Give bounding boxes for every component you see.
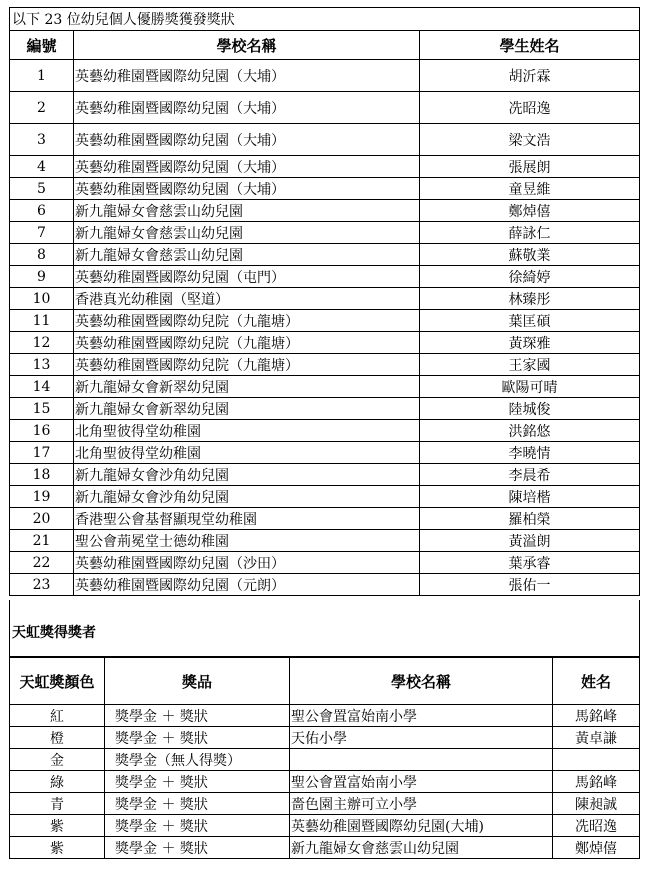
rainbow-award-header-row [10, 658, 640, 705]
school-name-cell: 天佑小學 [290, 727, 553, 749]
school-name-cell: 新九龍婦女會慈雲山幼兒園 [74, 222, 420, 244]
rainbow-color-cell: 紫 [10, 815, 105, 837]
rainbow-award-section [9, 600, 640, 657]
student-name-cell: 羅柏榮 [420, 508, 640, 530]
table-row [10, 200, 640, 222]
student-name-cell: 葉匡碩 [420, 310, 640, 332]
school-name-cell [290, 749, 553, 771]
school-name-cell: 聖公會荊冕堂士德幼稚園 [74, 530, 420, 552]
table-row [10, 530, 640, 552]
number-cell: 13 [10, 354, 74, 376]
school-name-cell: 聖公會置富始南小學 [290, 705, 553, 727]
winner-name-cell: 馬銘峰 [553, 771, 640, 793]
student-name-cell: 張展朗 [420, 156, 640, 178]
student-name-cell: 陸城俊 [420, 398, 640, 420]
school-name-cell: 英藝幼稚園暨國際幼兒園(大埔) [290, 815, 553, 837]
number-cell: 7 [10, 222, 74, 244]
number-cell: 8 [10, 244, 74, 266]
number-cell: 14 [10, 376, 74, 398]
table-row [10, 354, 640, 376]
school-name-cell: 嗇色園主辦可立小學 [290, 793, 553, 815]
number-cell: 18 [10, 464, 74, 486]
student-name-cell: 王家國 [420, 354, 640, 376]
prize-cell: 獎學金 ＋ 獎狀 [105, 815, 290, 837]
table-row [10, 156, 640, 178]
table-row [10, 815, 640, 837]
number-cell: 2 [10, 92, 74, 124]
number-cell: 19 [10, 486, 74, 508]
prize-cell: 獎學金 ＋ 獎狀 [105, 771, 290, 793]
table-row [10, 793, 640, 815]
student-name-cell: 張佑一 [420, 574, 640, 596]
individual-award-table [9, 7, 640, 596]
school-name-cell: 新九龍婦女會沙角幼兒園 [74, 486, 420, 508]
table-row [10, 398, 640, 420]
student-name-cell: 薛詠仁 [420, 222, 640, 244]
school-name-cell: 英藝幼稚園暨國際幼兒園（大埔） [74, 124, 420, 156]
student-name-cell: 梁文浩 [420, 124, 640, 156]
number-cell: 10 [10, 288, 74, 310]
student-name-cell: 李晨希 [420, 464, 640, 486]
table-row [10, 771, 640, 793]
student-name-cell: 陳培楷 [420, 486, 640, 508]
table-row [10, 376, 640, 398]
number-cell: 12 [10, 332, 74, 354]
table-row [10, 464, 640, 486]
school-name-cell: 新九龍婦女會慈雲山幼兒園 [74, 200, 420, 222]
school-name-cell: 英藝幼稚園暨國際幼兒園（大埔） [74, 92, 420, 124]
school-name-cell: 英藝幼稚園暨國際幼兒院（九龍塘） [74, 310, 420, 332]
school-name-cell: 聖公會置富始南小學 [290, 771, 553, 793]
winner-name-cell [553, 749, 640, 771]
school-name-cell: 北角聖彼得堂幼稚園 [74, 420, 420, 442]
header-winner-name: 姓名 [553, 658, 640, 705]
header-number: 編號 [10, 31, 74, 60]
winner-name-cell: 馬銘峰 [553, 705, 640, 727]
school-name-cell: 英藝幼稚園暨國際幼兒園（大埔） [74, 178, 420, 200]
school-name-cell: 英藝幼稚園暨國際幼兒園（沙田） [74, 552, 420, 574]
number-cell: 5 [10, 178, 74, 200]
individual-award-caption: 以下 23 位幼兒個人優勝獎獲發獎狀 [10, 8, 640, 31]
student-name-cell: 冼昭逸 [420, 92, 640, 124]
school-name-cell: 英藝幼稚園暨國際幼兒園（屯門） [74, 266, 420, 288]
student-name-cell: 葉承睿 [420, 552, 640, 574]
school-name-cell: 新九龍婦女會慈雲山幼兒園 [290, 837, 553, 859]
table-row [10, 749, 640, 771]
winner-name-cell: 鄭焯僖 [553, 837, 640, 859]
rainbow-award-table [9, 657, 640, 859]
winner-name-cell: 冼昭逸 [553, 815, 640, 837]
school-name-cell: 新九龍婦女會新翠幼兒園 [74, 398, 420, 420]
number-cell: 4 [10, 156, 74, 178]
individual-award-header-row [10, 31, 640, 60]
school-name-cell: 英藝幼稚園暨國際幼兒院（九龍塘） [74, 354, 420, 376]
prize-cell: 獎學金（無人得獎） [105, 749, 290, 771]
header-prize: 獎品 [105, 658, 290, 705]
number-cell: 20 [10, 508, 74, 530]
table-row [10, 92, 640, 124]
table-row [10, 178, 640, 200]
school-name-cell: 英藝幼稚園暨國際幼兒園（元朗） [74, 574, 420, 596]
number-cell: 17 [10, 442, 74, 464]
prize-cell: 獎學金 ＋ 獎狀 [105, 837, 290, 859]
school-name-cell: 新九龍婦女會慈雲山幼兒園 [74, 244, 420, 266]
table-row [10, 508, 640, 530]
table-row [10, 486, 640, 508]
table-row [10, 310, 640, 332]
school-name-cell: 新九龍婦女會沙角幼兒園 [74, 464, 420, 486]
student-name-cell: 童昱維 [420, 178, 640, 200]
student-name-cell: 李曉情 [420, 442, 640, 464]
number-cell: 6 [10, 200, 74, 222]
table-row [10, 574, 640, 596]
school-name-cell: 英藝幼稚園暨國際幼兒園（大埔） [74, 60, 420, 92]
rainbow-color-cell: 紅 [10, 705, 105, 727]
winner-name-cell: 陳昶誠 [553, 793, 640, 815]
school-name-cell: 英藝幼稚園暨國際幼兒院（九龍塘） [74, 332, 420, 354]
prize-cell: 獎學金 ＋ 獎狀 [105, 793, 290, 815]
number-cell: 11 [10, 310, 74, 332]
student-name-cell: 歐陽可晴 [420, 376, 640, 398]
header-rainbow-color: 天虹獎顏色 [10, 658, 105, 705]
table-row [10, 837, 640, 859]
number-cell: 22 [10, 552, 74, 574]
table-row [10, 332, 640, 354]
table-row [10, 266, 640, 288]
number-cell: 21 [10, 530, 74, 552]
table-row [10, 60, 640, 92]
header-student-name: 學生姓名 [420, 31, 640, 60]
student-name-cell: 鄭焯僖 [420, 200, 640, 222]
table-row [10, 727, 640, 749]
prize-cell: 獎學金 ＋ 獎狀 [105, 727, 290, 749]
student-name-cell: 黃溢朗 [420, 530, 640, 552]
school-name-cell: 新九龍婦女會新翠幼兒園 [74, 376, 420, 398]
school-name-cell: 英藝幼稚園暨國際幼兒園（大埔） [74, 156, 420, 178]
school-name-cell: 香港聖公會基督顯現堂幼稚園 [74, 508, 420, 530]
rainbow-color-cell: 青 [10, 793, 105, 815]
student-name-cell: 徐綺婷 [420, 266, 640, 288]
number-cell: 3 [10, 124, 74, 156]
student-name-cell: 林臻彤 [420, 288, 640, 310]
number-cell: 9 [10, 266, 74, 288]
table-row [10, 244, 640, 266]
rainbow-color-cell: 金 [10, 749, 105, 771]
table-row [10, 124, 640, 156]
table-row [10, 552, 640, 574]
school-name-cell: 香港真光幼稚園（堅道） [74, 288, 420, 310]
table-row [10, 222, 640, 244]
rainbow-award-title: 天虹獎得獎者 [12, 625, 96, 641]
header-school-name: 學校名稱 [74, 31, 420, 60]
rainbow-color-cell: 紫 [10, 837, 105, 859]
number-cell: 1 [10, 60, 74, 92]
individual-award-caption-row [10, 8, 640, 31]
rainbow-color-cell: 橙 [10, 727, 105, 749]
table-row [10, 442, 640, 464]
number-cell: 16 [10, 420, 74, 442]
winner-name-cell: 黃卓謙 [553, 727, 640, 749]
table-row [10, 288, 640, 310]
student-name-cell: 黃琛雅 [420, 332, 640, 354]
number-cell: 15 [10, 398, 74, 420]
table-row [10, 705, 640, 727]
header-school-name: 學校名稱 [290, 658, 553, 705]
student-name-cell: 蘇敬業 [420, 244, 640, 266]
number-cell: 23 [10, 574, 74, 596]
student-name-cell: 胡沂霖 [420, 60, 640, 92]
prize-cell: 獎學金 ＋ 獎狀 [105, 705, 290, 727]
rainbow-color-cell: 綠 [10, 771, 105, 793]
table-row [10, 420, 640, 442]
school-name-cell: 北角聖彼得堂幼稚園 [74, 442, 420, 464]
student-name-cell: 洪銘悠 [420, 420, 640, 442]
